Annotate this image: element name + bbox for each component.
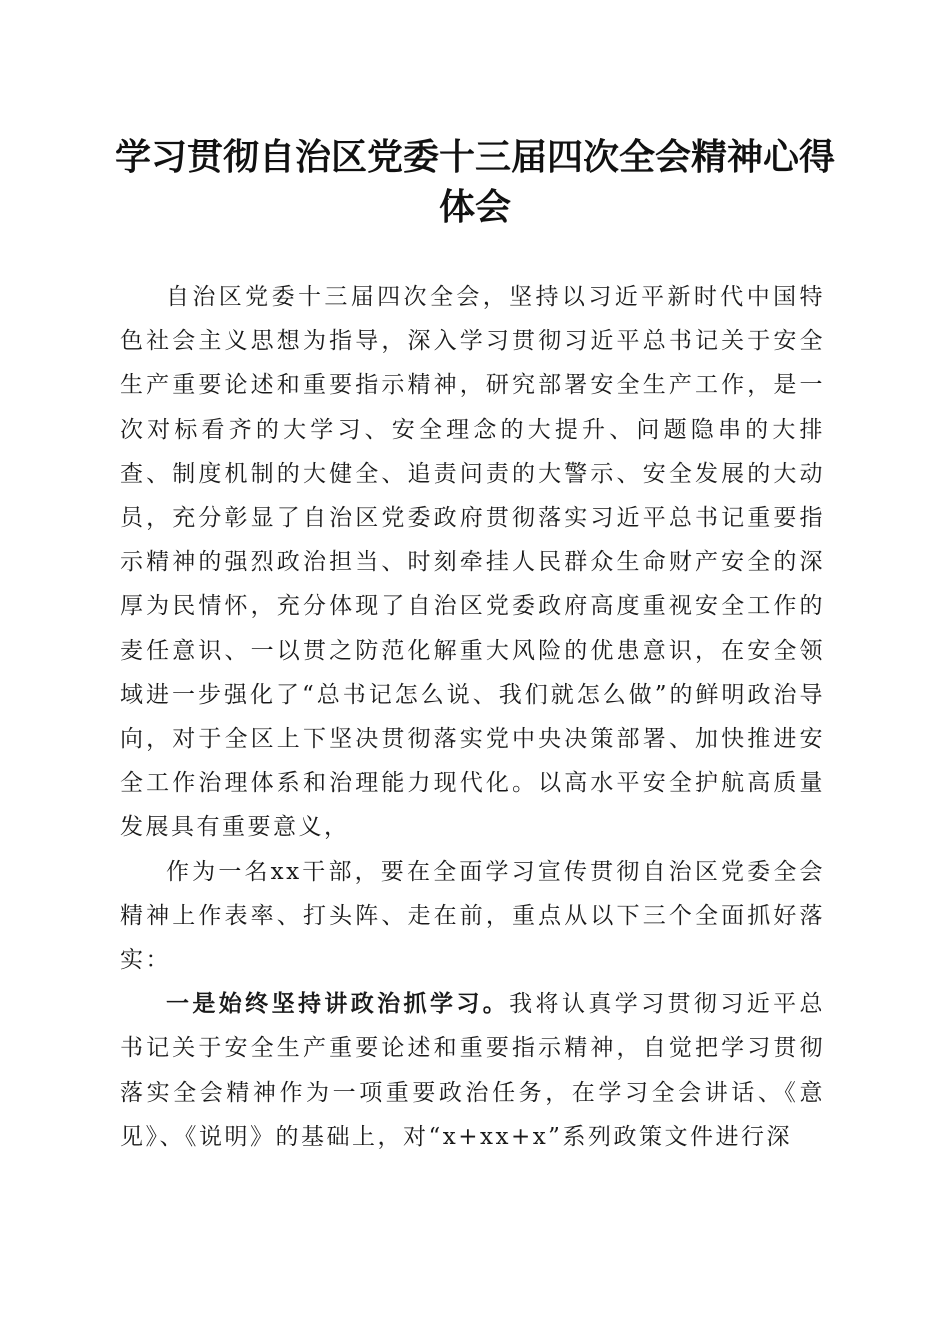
paragraph-intro [120,275,825,850]
paragraph-role-text: 作为一名xx干部，要在全面学习宣传贯彻自治区党委全会精神上作表率、打头阵、走在前，重点从以下三个全面抓好落实： [120,858,825,974]
paragraph-intro-text: 自治区党委十三届四次全会，坚持以习近平新时代中国特色社会主义思想为指导，深入学习贯彻习近平总书记关于安全生产重要论述和重要指示精神，研究部署安全生产工作，是一次对标看齐的大学习、安全理念的大提升、问题隐串的大排查、制度机制的大健全、追责问责的大警示、安全发展的大动员，充分彰显了自治区党委政府贯彻落实习近平总书记重要指示精神的强烈政治担当、时刻牵挂人民群众生命财产安全的深厚为民情怀，充分体现了自治区党委政府高度重视安全工作的麦任意识、一以贯之防范化解重大风险的优患意识，在安全领域进一步强化了“总书记怎么说、我们就怎么做”的鲜明政治导向，对于全区上下坚决贯彻落实党中央决策部署、加快推进安全工作治理体系和治理能力现代化。以高水平安全护航高质量发展具有重要意义， [120,284,825,841]
paragraph-point-one [120,982,825,1159]
document-body [120,275,825,1159]
paragraph-role [120,850,825,983]
document-title: 学习贯彻自治区党委十三届四次全会精神心得体会 [114,136,835,228]
paragraph-point-one-text: 我将认真学习贯彻习近平总书记关于安全生产重要论述和重要指示精神，自觉把学习贯彻落实全会精神作为一项重要政治任务，在学习全会讲话、《意见》、《说明》的基础上，对“x+xx+x”系列政策文件进行深 [120,991,826,1150]
paragraph-point-one-lead: 一是始终坚持讲政治抓学习。 [166,990,510,1018]
